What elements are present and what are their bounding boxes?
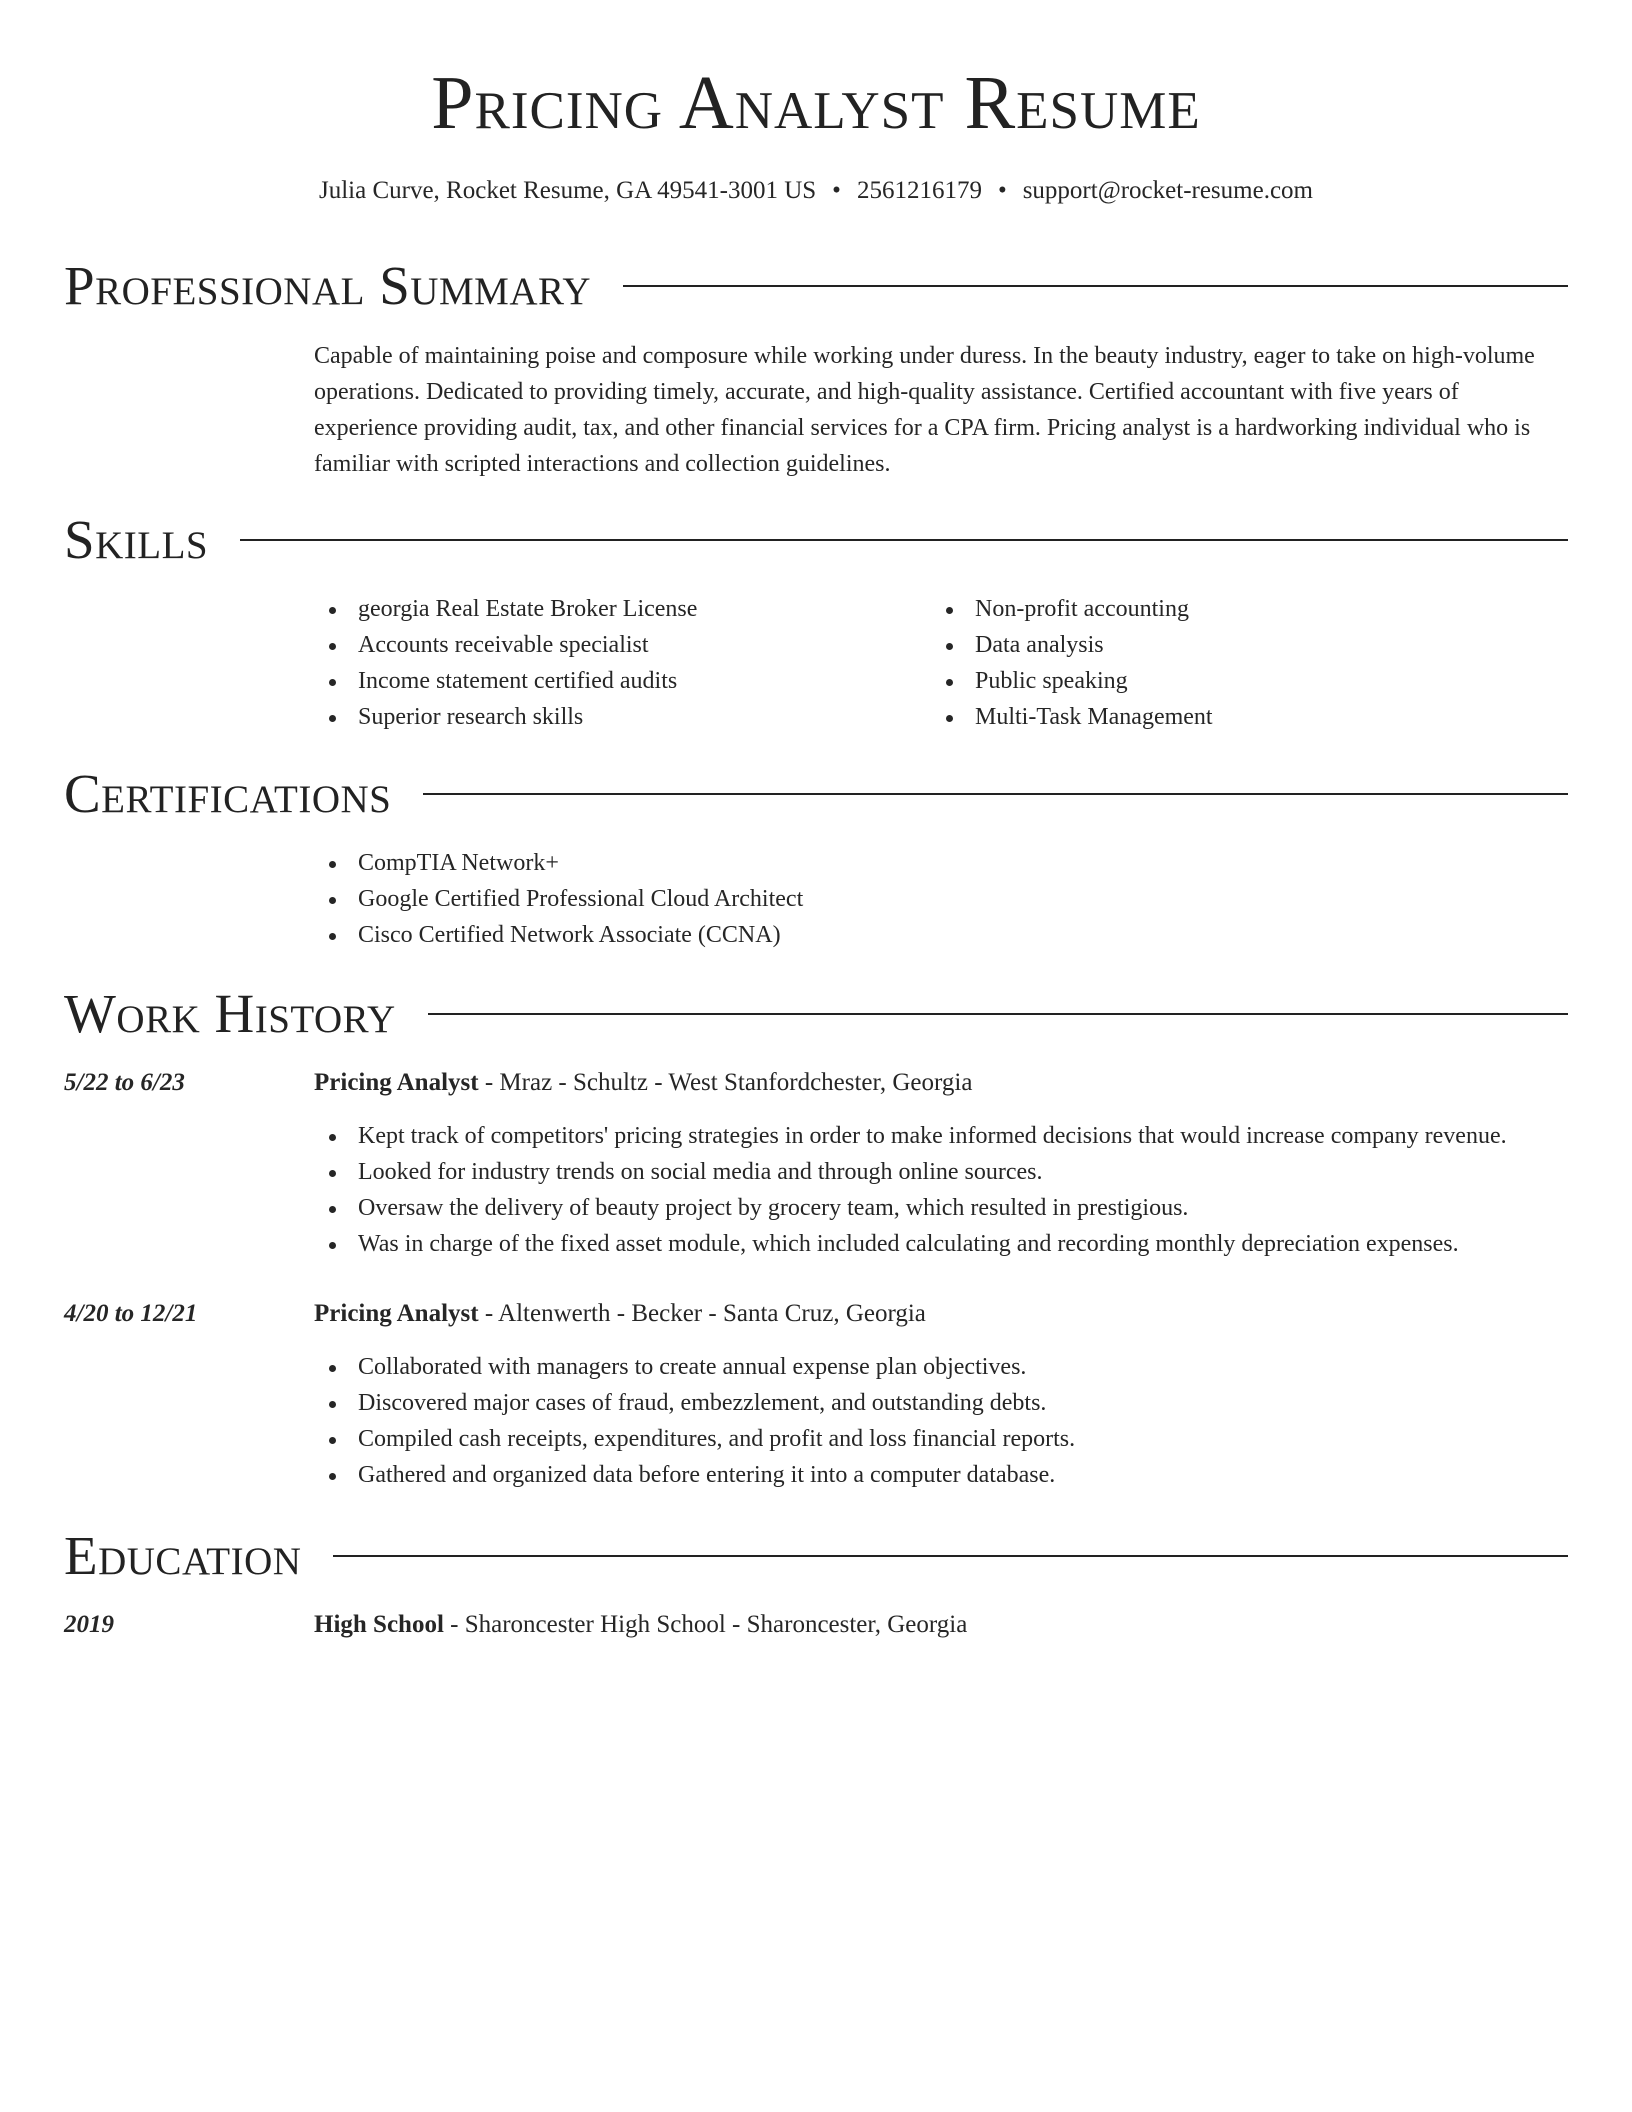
skill-item: Data analysis <box>931 627 1548 663</box>
job-bullet: Gathered and organized data before entering it into a computer database. <box>314 1457 1568 1493</box>
job-title: Pricing Analyst <box>314 1069 479 1096</box>
job-bullet: Compiled cash receipts, expenditures, and profit and loss financial reports. <box>314 1421 1568 1457</box>
skill-item: Superior research skills <box>314 699 931 735</box>
skill-item: Public speaking <box>931 663 1548 699</box>
education-details: - Sharoncester High School - Sharoncester, Georgia <box>443 1611 968 1638</box>
contact-phone: 2561216179 <box>856 177 982 204</box>
certification-item: Google Certified Professional Cloud Architect <box>314 881 1568 917</box>
job-bullets <box>314 1118 1568 1262</box>
job-bullet: Was in charge of the fixed asset module, which included calculating and recording monthly depreciation expenses. <box>314 1226 1568 1262</box>
contact-separator: • <box>832 177 841 204</box>
education-degree: High School <box>314 1611 444 1638</box>
job-bullet: Looked for industry trends on social media and through online sources. <box>314 1154 1568 1190</box>
contact-line <box>0 174 1632 208</box>
job-bullet: Oversaw the delivery of beauty project by grocery team, which resulted in prestigious. <box>314 1190 1568 1226</box>
section-divider <box>428 1013 1568 1015</box>
certifications-list <box>314 845 1568 953</box>
certifications-heading: Certifications <box>64 763 392 824</box>
certification-item: CompTIA Network+ <box>314 845 1568 881</box>
section-divider <box>623 285 1568 287</box>
section-divider <box>423 793 1568 795</box>
education-entry <box>314 1608 1568 1642</box>
education-heading: Education <box>64 1525 302 1586</box>
section-divider <box>333 1555 1568 1557</box>
skill-item: Non-profit accounting <box>931 591 1548 627</box>
contact-email: support@rocket-resume.com <box>1022 177 1313 204</box>
certifications-section-header <box>64 762 1568 826</box>
job-dates: 4/20 to 12/21 <box>64 1300 198 1327</box>
skills-section-header <box>64 508 1568 572</box>
work-section-header <box>64 982 1568 1046</box>
summary-section-header <box>64 254 1568 318</box>
section-divider <box>240 539 1568 541</box>
job-bullet: Collaborated with managers to create annual expense plan objectives. <box>314 1349 1568 1385</box>
skills-heading: Skills <box>64 509 209 570</box>
summary-heading: Professional Summary <box>64 255 592 316</box>
education-section-header <box>64 1524 1568 1588</box>
job-bullet: Discovered major cases of fraud, embezzlement, and outstanding debts. <box>314 1385 1568 1421</box>
education-year: 2019 <box>64 1611 114 1638</box>
work-heading: Work History <box>64 983 396 1044</box>
resume-title: Pricing Analyst Resume <box>431 61 1201 145</box>
job-details: - Altenwerth - Becker - Santa Cruz, Georgia <box>478 1300 926 1327</box>
job-bullets <box>314 1349 1568 1493</box>
job-bullet: Kept track of competitors' pricing strategies in order to make informed decisions that would increase company revenue. <box>314 1118 1568 1154</box>
skill-item: georgia Real Estate Broker License <box>314 591 931 627</box>
summary-text: Capable of maintaining poise and composure while working under duress. In the beauty industry, eager to take on high-volume operations. Dedicated to providing timely, accurate, and high-quality assistance. Certified accountant with five years of experience providing audit, tax, and other financial services for a CPA firm. Pricing analyst is a hardworking individual who is familiar with scripted interactions and collection guidelines. <box>314 343 1535 477</box>
contact-separator: • <box>997 177 1007 204</box>
job-header <box>314 1066 1568 1100</box>
job-dates: 5/22 to 6/23 <box>64 1069 185 1096</box>
skill-item: Multi-Task Management <box>931 699 1548 735</box>
job-details: - Mraz - Schultz - West Stanfordchester, Georgia <box>478 1069 973 1096</box>
skills-column-left <box>314 591 931 735</box>
job-header <box>314 1297 1568 1331</box>
job-title: Pricing Analyst <box>314 1300 479 1327</box>
contact-address: Julia Curve, Rocket Resume, GA 49541-3001 US <box>318 177 817 204</box>
skills-column-right <box>931 591 1548 735</box>
certification-item: Cisco Certified Network Associate (CCNA) <box>314 917 1568 953</box>
skill-item: Income statement certified audits <box>314 663 931 699</box>
skill-item: Accounts receivable specialist <box>314 627 931 663</box>
skills-list <box>314 591 1568 735</box>
